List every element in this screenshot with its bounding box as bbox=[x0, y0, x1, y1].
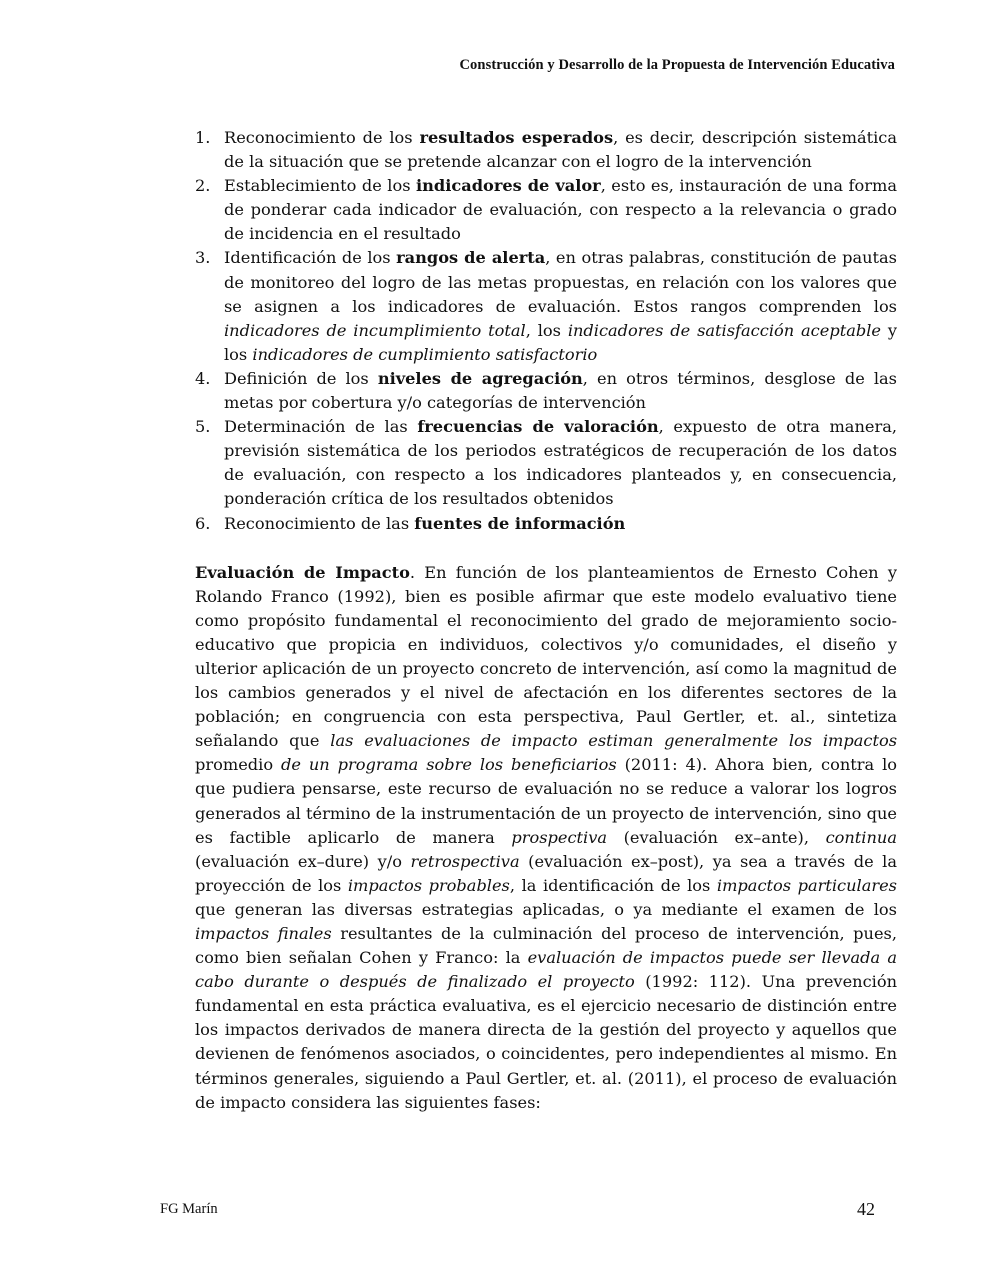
paragraph-italic: impactos probables bbox=[347, 875, 510, 895]
paragraph-italic: prospectiva bbox=[511, 827, 608, 847]
list-italic-term: indicadores de cumplimiento satisfactorio bbox=[252, 344, 598, 364]
list-text: , en otras palabras, constitución de pautas de monitoreo del logro de las metas propuestas, en relación con los valores que se asignen a los indicadores de evaluación. Estos rangos comprenden los bbox=[224, 248, 897, 316]
paragraph-italic: continua bbox=[825, 827, 897, 847]
list-key-term: frecuencias de valoración bbox=[417, 417, 659, 437]
paragraph-italic: retrospectiva bbox=[410, 851, 520, 871]
list-text: Definición de los bbox=[224, 368, 378, 388]
paragraph-text: (1992: 112). Una prevención fundamental en esta práctica evaluativa, es el ejercicio necesario de distinción entre los impactos derivados de manera directa de la gestión del proyecto y aquellos que devienen de fenómenos asociados, o coincidentes, pero independientes al mismo. En términos generales, siguiendo a Paul Gertler, et. al. (2011), el proceso de evaluación de impacto considera las siguientes fases: bbox=[195, 972, 897, 1112]
list-key-term: indicadores de valor bbox=[416, 176, 601, 196]
footer-author: FG Marín bbox=[160, 1201, 218, 1217]
body-text bbox=[195, 126, 897, 1115]
paragraph-text: (2011: 4). Ahora bien, contra lo que pudiera pensarse, este recurso de evaluación no se reduce a valorar los logros generados al término de la instrumentación de un proyecto de intervención, sino que es factible aplicarlo de manera bbox=[195, 755, 897, 847]
list-text: Reconocimiento de los bbox=[224, 128, 420, 147]
paragraph-text: resultantes de la culminación del proceso de intervención, pues, como bien señalan Cohen y Franco: la bbox=[195, 924, 897, 968]
list-text: y los bbox=[224, 320, 897, 364]
list-text: , los bbox=[525, 320, 568, 340]
paragraph-text: (evaluación ex–ante), bbox=[607, 827, 826, 847]
paragraph-italic: impactos finales bbox=[195, 924, 332, 943]
list-number: 3. bbox=[195, 248, 211, 268]
list-number: 4. bbox=[195, 368, 211, 388]
list-key-term: niveles de agregación bbox=[377, 368, 583, 388]
paragraph-italic: de un programa sobre los beneficiarios bbox=[281, 755, 617, 775]
paragraph-italic: evaluación de impactos puede ser llevada a cabo durante o después de finalizado el proyecto bbox=[195, 948, 897, 992]
list-item bbox=[195, 415, 897, 511]
list-text: Establecimiento de los bbox=[224, 176, 416, 196]
paragraph-text: promedio bbox=[195, 755, 281, 775]
list-text: Reconocimiento de las bbox=[224, 513, 415, 533]
list-text: Identificación de los bbox=[224, 248, 397, 268]
list-key-term: fuentes de información bbox=[414, 513, 626, 533]
list-number: 5. bbox=[195, 417, 211, 437]
list-text: Determinación de las bbox=[224, 417, 418, 437]
list-item bbox=[195, 246, 897, 366]
list-item bbox=[195, 512, 897, 536]
list-number: 1. bbox=[195, 128, 211, 147]
list-italic-term: indicadores de satisfacción aceptable bbox=[567, 320, 881, 340]
list-item bbox=[195, 367, 897, 415]
paragraph-text: . En función de los planteamientos de Ernesto Cohen y Rolando Franco (1992), bien es posible afirmar que este modelo evaluativo tiene como propósito fundamental el reconocimiento del grado de mejoramiento socio-educativo que propicia en individuos, colectivos y/o comunidades, el diseño y ulterior aplicación de un proyecto concreto de intervención, así como la magnitud de los cambios generados y el nivel de afectación en los diferentes sectores de la población; en congruencia con esta perspectiva, Paul Gertler, et. al., sintetiza señalando que bbox=[195, 562, 897, 751]
running-header-title: Construcción y Desarrollo de la Propuesta de Intervención Educativa bbox=[459, 57, 895, 73]
paragraph-heading: Evaluación de Impacto bbox=[195, 562, 410, 582]
list-text: , expuesto de otra manera, previsión sistemática de los periodos estratégicos de recuperación de los datos de evaluación, con respecto a los indicadores planteados y, en consecuencia, ponderación crítica de los resultados obtenidos bbox=[224, 417, 897, 509]
list-item bbox=[195, 174, 897, 246]
impact-evaluation-paragraph bbox=[195, 561, 897, 1115]
list-italic-term: indicadores de incumplimiento total bbox=[224, 320, 526, 340]
evaluation-criteria-list bbox=[195, 126, 897, 536]
paragraph-text: (evaluación ex–dure) y/o bbox=[195, 851, 411, 871]
list-key-term: rangos de alerta bbox=[396, 248, 546, 268]
paragraph-text: (evaluación ex–post), ya sea a través de la proyección de los bbox=[195, 851, 897, 895]
list-number: 2. bbox=[195, 176, 211, 196]
list-number: 6. bbox=[195, 513, 211, 533]
list-item bbox=[195, 126, 897, 174]
list-text: , esto es, instauración de una forma de ponderar cada indicador de evaluación, con respecto a la relevancia o grado de incidencia en el resultado bbox=[224, 176, 897, 244]
page-number: 42 bbox=[857, 1199, 875, 1219]
paragraph-text: que generan las diversas estrategias aplicadas, o ya mediante el examen de los bbox=[195, 899, 897, 919]
paragraph-italic: impactos particulares bbox=[716, 875, 897, 895]
list-text: , en otros términos, desglose de las metas por cobertura y/o categorías de intervención bbox=[224, 368, 897, 413]
list-key-term: resultados esperados bbox=[419, 128, 614, 147]
paragraph-italic: las evaluaciones de impacto estiman generalmente los impactos bbox=[330, 731, 898, 751]
paragraph-text: , la identificación de los bbox=[509, 875, 717, 895]
list-text: , es decir, descripción sistemática de la situación que se pretende alcanzar con el logro de la intervención bbox=[224, 128, 898, 172]
